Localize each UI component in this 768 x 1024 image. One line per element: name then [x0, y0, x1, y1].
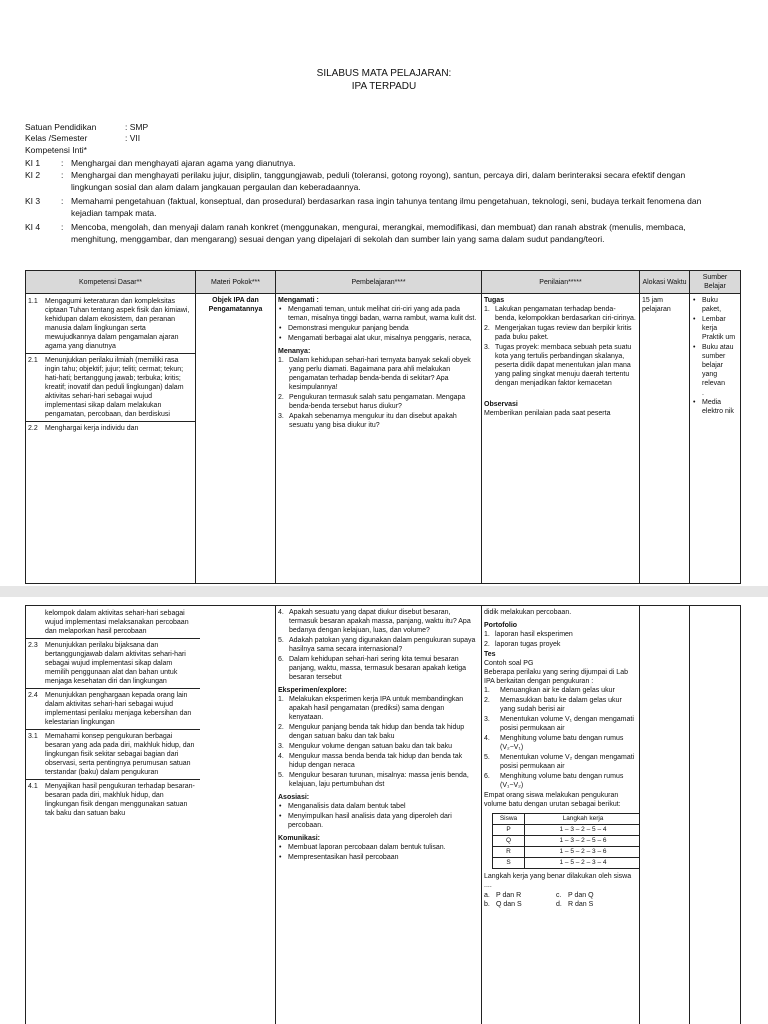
- list-item: • Buku paket,: [692, 296, 738, 314]
- kd-item: [26, 779, 200, 819]
- list-item-text: Tugas proyek: membaca sebuah peta suatu kota yang tertulis perbandingan skalanya, peserta didik dapat menentukan jalan mana yang paling singkat menuju daerah tertentu dengan menjadikan faktor kemacetan: [495, 344, 632, 387]
- ki-label: KI 2: [25, 170, 41, 180]
- mini-cell: R: [493, 847, 525, 858]
- list-item: • Buku atau sumber belajar yang relevan: [692, 343, 738, 388]
- list-item: • Membuat laporan percobaan dalam bentuk tulisan.: [278, 843, 479, 852]
- list-item-text: Mengukur panjang benda tak hidup dan benda tak hidup dengan satuan baku dan tak baku: [289, 724, 465, 740]
- kd-text: Mengagumi keteraturan dan kompleksitas ciptaan Tuhan tentang aspek fisik dan kimiawi, kehidupan dalam ekosistem, dan peranan manusia dalam lingkungan serta mewujudkannya dalam pengamalan ajaran agama yang dianutnya: [45, 298, 190, 350]
- table-row: [493, 825, 640, 836]
- observasi-text: Memberikan penilaian pada saat peserta: [484, 410, 611, 417]
- kd-item: [26, 353, 195, 420]
- sumber-list-cont: [692, 398, 738, 416]
- ki-text: Menghargai dan menghayati perilaku jujur, disiplin, tanggungjawab, peduli (toleransi, gotong royong), santun, percaya diri, dalam berinteraksi secara efektif dengan lingkungan sosial dan alam dalam jangkauan pergaulan dan keberadaannya.: [71, 170, 686, 192]
- header-pembelajaran: Pembelajaran****: [276, 271, 482, 294]
- list-item: [278, 636, 479, 654]
- list-item-number: 4.: [278, 609, 284, 616]
- tes-question: Empat orang siswa melakukan pengukuran volume batu dengan urutan sebagai berikut:: [484, 792, 621, 808]
- kd-item: [26, 638, 200, 687]
- list-item: 1. Dalam kehidupan sehari-hari ternyata banyak sekali obyek yang perlu diamati. Bagaimana para ahli melakukan pengamatan terhadap benda-benda di sekitar? Apa kesimpulannya!: [278, 356, 479, 392]
- header-penilaian: Penilaian*****: [482, 271, 640, 294]
- list-item-text: Adakah patokan yang digunakan dalam pengukuran supaya hasilnya sama secara internasional?: [289, 637, 476, 653]
- eksperimen-list: [278, 695, 479, 789]
- kd-text: Menunjukkan perilaku ilmiah (memiliki rasa ingin tahu; objektif; jujur; teliti; cermat; tekun; hati-hati; bertanggung jawab; terbuka; kritis; kreatif; inovatif dan peduli lingkungan) dalam aktivitas sehari-hari sebagai wujud implementasi sikap dalam melakukan pengamatan, percobaan, dan berdiskusi: [45, 357, 184, 418]
- ki-2: KI 2 : Menghargai dan menghayati perilaku jujur, disiplin, tanggungjawab, peduli (toleransi, gotong royong), santun, percaya diri, dalam berinteraksi secara efektif dengan lingkungan sosial dan alam dalam jangkauan pergaulan dan keberadaannya.: [25, 169, 720, 193]
- ki-label: KI 1: [25, 158, 41, 168]
- kd-text: Menunjukkan penghargaan kepada orang lain dalam aktivitas sehari-hari sebagai wujud implementasi perilaku menjaga kebersihan dan kelestarian lingkungan: [45, 692, 192, 726]
- list-item: 4. Menghitung volume batu dengan rumus (V₂−V₁): [484, 734, 637, 752]
- choice-text: R dan S: [568, 901, 594, 908]
- mengamati-list: [278, 305, 479, 343]
- choice-text: P dan R: [496, 892, 522, 899]
- list-item-text: Lakukan pengamatan terhadap benda-benda, kelompokkan berdasarkan ciri-cirinya.: [495, 306, 636, 322]
- list-item: 5. Menentukan volume V₂ dengan mengamati posisi permukaan air: [484, 753, 637, 771]
- kelas-label: Kelas /Semester: [25, 133, 88, 143]
- tes-heading: Tes: [484, 651, 496, 658]
- list-item: 3. Apakah sebenarnya mengukur itu dan disebut apakah sesuatu yang bisa diukur itu?: [278, 412, 479, 430]
- list-item-text: Memasukkan batu ke dalam gelas ukur yang sudah berisi air: [500, 697, 622, 713]
- alokasi-cell: [640, 606, 690, 1024]
- list-item: 3. Menentukan volume V₁ dengan mengamati posisi permukaan air: [484, 715, 637, 733]
- list-item-text: Mengerjakan tugas review dan berpikir kritis pada buku paket.: [495, 325, 632, 341]
- list-item-text: Menuangkan air ke dalam gelas ukur: [500, 687, 615, 694]
- kd-text: kelompok dalam aktivitas sehari-hari sebagai wujud implementasi melaksanakan percobaan dan melaporkan hasil percobaan: [45, 610, 189, 635]
- kd-text: Memahami konsep pengukuran berbagai besaran yang ada pada diri, makhluk hidup, dan lingkungan fisik sekitar sebagai bagian dari observasi, serta pentingnya perumusan satuan terstandar (baku) dalam pengukuran: [45, 733, 195, 776]
- tugas-heading: Tugas: [484, 297, 505, 304]
- kd-item: [26, 729, 200, 778]
- header-kompetensi-dasar: Kompetensi Dasar**: [26, 271, 196, 294]
- table-row: [493, 836, 640, 847]
- tugas-list: [484, 305, 637, 388]
- komunikasi-list: [278, 843, 479, 862]
- kelas-value: : VII: [125, 133, 141, 143]
- choice-letter: d.: [556, 901, 562, 908]
- portofolio-heading: Portofolio: [484, 622, 518, 629]
- menanya-list-cont: [278, 608, 479, 682]
- list-item: 4. Mengukur massa benda benda tak hidup dan benda tak hidup dengan neraca: [278, 752, 479, 770]
- choice-letter: a.: [484, 892, 490, 899]
- alokasi-cell: [640, 294, 690, 584]
- mini-cell: 1 – 3 – 2 – 5 – 6: [525, 836, 640, 847]
- tes-steps: [484, 686, 637, 790]
- list-item: 1. laporan hasil eksperimen: [484, 630, 637, 639]
- list-item: [278, 608, 479, 635]
- kd-number: 2.3: [28, 642, 38, 649]
- sumber-dot: .: [702, 390, 704, 397]
- silabus-table-continued: [25, 605, 741, 1024]
- list-item: 2. laporan tugas proyek: [484, 640, 637, 649]
- komunikasi-heading: Komunikasi:: [278, 835, 321, 842]
- list-item: • Mengamati berbagai alat ukur, misalnya penggaris, neraca,: [278, 334, 479, 343]
- alokasi-waktu: 15 jam pelajaran: [642, 297, 671, 313]
- kelas-semester-row: [25, 133, 140, 144]
- list-item-number: 6.: [278, 656, 284, 663]
- header-materi-pokok: Materi Pokok***: [196, 271, 276, 294]
- kd-text: Menyajikan hasil pengukuran terhadap besaran-besaran pada diri, makhluk hidup, dan lingkungan fisik dengan menggunakan satuan tak baku dan satuan baku: [45, 783, 195, 817]
- header-sumber-belajar: Sumber Belajar: [690, 271, 741, 294]
- list-item: 6. Menghitung volume batu dengan rumus (V₁−V₂): [484, 772, 637, 790]
- choice-letter: b.: [484, 901, 490, 908]
- list-item: 1. Melakukan eksperimen kerja IPA untuk membandingkan apakah hasil pengamatan (prediksi) sama dengan kenyataan.: [278, 695, 479, 722]
- kd-number: 2.1: [28, 357, 38, 364]
- langkah-kerja-table: [492, 813, 640, 869]
- list-item: 3. Tugas proyek: membaca sebuah peta suatu kota yang tertulis perbandingan skalanya, peserta didik dapat menentukan jalan mana yang paling singkat menuju daerah tertentu dengan menjadikan faktor kemacetan: [484, 343, 637, 388]
- sumber-cell: [690, 294, 741, 584]
- list-item-text: Apakah sebenarnya mengukur itu dan disebut apakah sesuatu yang bisa diukur itu?: [289, 413, 457, 429]
- list-item-text: Mengukur besaran turunan, misalnya: massa jenis benda, kelajuan, laju pertumbuhan dst: [289, 772, 469, 788]
- mini-cell: 1 – 5 – 2 – 3 – 6: [525, 847, 640, 858]
- menanya-list: [278, 356, 479, 430]
- ki-3: KI 3 : Memahami pengetahuan (faktual, konseptual, dan prosedural) berdasarkan rasa ingin tahunya tentang ilmu pengetahuan, teknologi, seni, budaya terkait fenomena dan kejadian tampak mata.: [25, 195, 720, 219]
- observasi-heading: Observasi: [484, 401, 518, 408]
- mini-header-langkah: Langkah kerja: [525, 814, 640, 825]
- mini-cell: 1 – 5 – 2 – 3 – 4: [525, 858, 640, 869]
- penilaian-cell: [482, 294, 640, 584]
- ki-label: KI 4: [25, 222, 41, 232]
- list-item: • Mengamati teman, untuk melihat ciri-ciri yang ada pada teman, misalnya tinggi badan, warna rambut, warna kulit dst.: [278, 305, 479, 323]
- kd-number: 3.1: [28, 733, 38, 740]
- list-item: • Lembar kerja Praktik um: [692, 315, 738, 342]
- list-item-text: laporan tugas proyek: [495, 641, 561, 648]
- mini-header-siswa: Siswa: [493, 814, 525, 825]
- kd-text: Menghargai kerja individu dan: [45, 425, 139, 432]
- list-item: 2. Pengukuran termasuk salah satu pengamatan. Mengapa benda-benda tersebut harus diukur?: [278, 393, 479, 411]
- list-item-text: Dalam kehidupan sehari-hari sering kita temui besaran panjang, waktu, massa, termasuk besaran apakah ketiga besaran tersebut: [289, 656, 467, 681]
- list-item: • Demonstrasi mengukur panjang benda: [278, 324, 479, 333]
- penilaian-cont: didik melakukan percobaan.: [484, 609, 572, 616]
- ki-1: KI 1 : Menghargai dan menghayati ajaran agama yang dianutnya.: [25, 157, 720, 169]
- choice-text: P dan Q: [568, 892, 594, 899]
- menanya-heading: Menanya:: [278, 348, 311, 355]
- kd-item: [28, 608, 273, 637]
- satuan-label: Satuan Pendidikan: [25, 122, 97, 132]
- kd-text: Menunjukkan perilaku bijaksana dan bertanggungjawab dalam aktivitas sehari-hari sebagai wujud implementasi sikap dalam memilih penggunaan alat dan bahan untuk menjaga kesehatan diri dan lingkungan: [45, 642, 186, 685]
- satuan-value: : SMP: [125, 122, 149, 132]
- list-item: 1. Menuangkan air ke dalam gelas ukur: [484, 686, 637, 695]
- tes-sub: Contoh soal PG: [484, 660, 534, 667]
- list-item-text: Mengukur volume dengan satuan baku dan tak baku: [289, 743, 453, 750]
- mini-cell: P: [493, 825, 525, 836]
- list-item-text: Apakah sesuatu yang dapat diukur disebut besaran, termasuk besaran apakah massa, panjang, waktu itu? Apa bedanya dengan kelajuan, luas, dan volume?: [289, 609, 471, 634]
- document-title: SILABUS MATA PELAJARAN:: [316, 68, 452, 79]
- kd-number: 2.4: [28, 692, 38, 699]
- list-item: [278, 655, 479, 682]
- kd-number: 2.2: [28, 425, 38, 432]
- silabus-table: [25, 270, 741, 584]
- list-item-text: Mengukur massa benda benda tak hidup dan benda tak hidup dengan neraca: [289, 753, 463, 769]
- choice-text: Q dan S: [496, 901, 522, 908]
- list-item: 2. Mengukur panjang benda tak hidup dan benda tak hidup dengan satuan baku dan tak baku: [278, 723, 479, 741]
- tes-prompt: Langkah kerja yang benar dilakukan oleh siswa ....: [484, 873, 632, 889]
- pembelajaran-cell: [276, 294, 482, 584]
- sumber-cell: [690, 606, 741, 1024]
- list-item: 3. Mengukur volume dengan satuan baku dan tak baku: [278, 742, 479, 751]
- mini-cell: Q: [493, 836, 525, 847]
- tes-intro: Beberapa perilaku yang sering dijumpai di Lab IPA berkaitan dengan pengukuran :: [484, 669, 628, 685]
- kd-cell: [26, 606, 276, 1024]
- table-row: [26, 294, 741, 584]
- mengamati-heading: Mengamati :: [278, 297, 319, 304]
- list-item-text: Menghitung volume batu dengan rumus (V₂−V₁): [500, 735, 624, 751]
- table-row: [493, 858, 640, 869]
- list-item-number: 5.: [278, 637, 284, 644]
- ki-text: Memahami pengetahuan (faktual, konseptual, dan prosedural) berdasarkan rasa ingin tahunya tentang ilmu pengetahuan, teknologi, seni, budaya terkait fenomena dan kejadian tampak mata.: [71, 196, 702, 218]
- kd-item: [26, 421, 195, 434]
- kd-number: 1.1: [28, 298, 38, 305]
- choice-letter: c.: [556, 892, 562, 899]
- materi-pokok: Objek IPA dan Pengamatannya: [208, 297, 263, 313]
- pembelajaran-cell: [276, 606, 482, 1024]
- list-item-text: Dalam kehidupan sehari-hari ternyata banyak sekali obyek yang perlu diamati. Bagaimana para ahli melakukan pengamatan terhadap benda-benda di sekitar? Apa kesimpulannya!: [289, 357, 471, 391]
- list-item-text: Menentukan volume V₂ dengan mengamati posisi permukaan air: [500, 754, 635, 770]
- list-item-text: Pengukuran termasuk salah satu pengamatan. Mengapa benda-benda tersebut harus diukur?: [289, 394, 466, 410]
- list-item-text: Menghitung volume batu dengan rumus (V₁−V₂): [500, 773, 624, 789]
- mini-header-row: [493, 814, 640, 825]
- list-item: 2. Mengerjakan tugas review dan berpikir kritis pada buku paket.: [484, 324, 637, 342]
- portofolio-list: [484, 630, 637, 649]
- kompetensi-inti-heading: Kompetensi Inti*: [25, 145, 87, 155]
- list-item: • Menyimpulkan hasil analisis data yang diperoleh dari percobaan.: [278, 812, 479, 830]
- list-item-text: Menentukan volume V₁ dengan mengamati posisi permukaan air: [500, 716, 634, 732]
- penilaian-cell: [482, 606, 640, 1024]
- kd-cell: [26, 294, 196, 584]
- list-item: 5. Mengukur besaran turunan, misalnya: massa jenis benda, kelajuan, laju pertumbuhan dst: [278, 771, 479, 789]
- list-item: • Mempresentasikan hasil percobaan: [278, 853, 479, 862]
- list-item-text: laporan hasil eksperimen: [495, 631, 573, 638]
- list-item-text: Melakukan eksperimen kerja IPA untuk membandingkan apakah hasil pengamatan (prediksi) sama dengan kenyataan.: [289, 696, 464, 721]
- table-header-row: [26, 271, 741, 294]
- ki-4: KI 4 : Mencoba, mengolah, dan menyaji dalam ranah konkret (menggunakan, mengurai, merangkai, memodifikasi, dan membuat) dan ranah abstrak (menulis, membaca, menghitung, menggambar, dan mengarang) sesuai dengan yang dipelajari di sekolah dan sumber lain yang sama dalam sudut pandang/teori.: [25, 221, 720, 245]
- list-item: • Media elektro nik: [692, 398, 738, 416]
- ki-label: KI 3: [25, 196, 41, 206]
- table-row: [493, 847, 640, 858]
- answer-choices: [484, 891, 637, 909]
- ki-text: Menghargai dan menghayati ajaran agama yang dianutnya.: [71, 158, 296, 168]
- asosiasi-heading: Asosiasi:: [278, 794, 310, 801]
- satuan-pendidikan-row: [25, 122, 148, 133]
- materi-cell: [196, 294, 276, 584]
- document-page-2: [0, 597, 768, 1024]
- eksperimen-heading: Eksperimen/explore:: [278, 687, 347, 694]
- list-item: 2. Memasukkan batu ke dalam gelas ukur yang sudah berisi air: [484, 696, 637, 714]
- list-item: • Menganalisis data dalam bentuk tabel: [278, 802, 479, 811]
- asosiasi-list: [278, 802, 479, 830]
- table-row: [26, 606, 741, 1024]
- kd-item: [28, 296, 193, 352]
- ki-text: Mencoba, mengolah, dan menyaji dalam ranah konkret (menggunakan, mengurai, merangkai, memodifikasi, dan membuat) dan ranah abstrak (menulis, membaca, menghitung, menggambar, dan mengarang) sesuai dengan yang dipelajari di sekolah dan sumber lain yang sama dalam sudut pandang/teori.: [71, 222, 686, 244]
- kd-item: [26, 688, 200, 728]
- sumber-list: [692, 296, 738, 388]
- mini-cell: 1 – 3 – 2 – 5 – 4: [525, 825, 640, 836]
- mini-cell: S: [493, 858, 525, 869]
- document-subtitle: IPA TERPADU: [351, 81, 417, 92]
- header-alokasi-waktu: Alokasi Waktu: [640, 271, 690, 294]
- kd-number: 4.1: [28, 783, 38, 790]
- list-item: 1. Lakukan pengamatan terhadap benda-benda, kelompokkan berdasarkan ciri-cirinya.: [484, 306, 636, 322]
